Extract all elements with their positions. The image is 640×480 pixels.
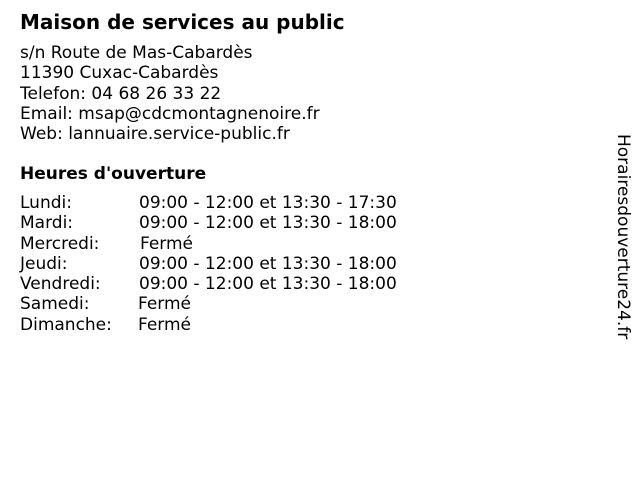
hours-day: Mardi: <box>20 213 74 234</box>
hours-day: Vendredi: <box>20 274 101 295</box>
hours-day: Samedi: <box>20 294 90 315</box>
hours-day: Dimanche: <box>20 314 112 335</box>
hours-time: 09:00 - 12:00 et 13:30 - 18:00 <box>139 274 397 295</box>
hours-day: Jeudi: <box>20 253 68 274</box>
site-watermark <box>608 134 638 374</box>
hours-time: Fermé <box>138 314 192 335</box>
address-street: s/n Route de Mas-Cabardès <box>20 43 253 63</box>
hours-day: Lundi: <box>20 193 72 213</box>
hours-time: 09:00 - 12:00 et 13:30 - 18:00 <box>139 213 397 234</box>
hours-time: 09:00 - 12:00 et 13:30 - 18:00 <box>139 253 397 274</box>
hours-heading: Heures d'ouverture <box>20 164 207 184</box>
address-web: Web: lannuaire.service-public.fr <box>20 124 290 145</box>
watermark-text: Horairesdouverture24.fr <box>613 134 633 340</box>
address-phone: Telefon: 04 68 26 33 22 <box>20 83 222 104</box>
address-city: 11390 Cuxac-Cabardès <box>20 63 219 84</box>
page-title: Maison de services au public <box>20 10 345 34</box>
address-email: Email: msap@cdcmontagnenoire.fr <box>20 103 320 124</box>
hours-time: 09:00 - 12:00 et 13:30 - 17:30 <box>139 193 397 213</box>
address-block <box>20 43 320 144</box>
hours-time: Fermé <box>140 233 194 254</box>
hours-day: Mercredi: <box>20 233 100 254</box>
hours-time: Fermé <box>138 294 192 315</box>
